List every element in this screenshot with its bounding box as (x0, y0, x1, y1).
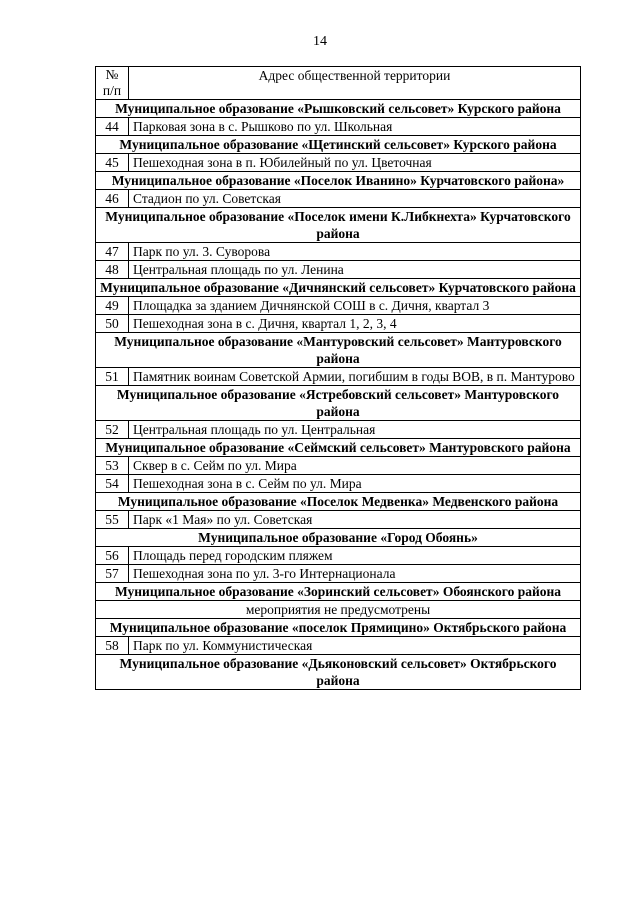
table-header-row (96, 67, 581, 100)
note-text: мероприятия не предусмотрены (96, 601, 581, 619)
municipality-section-row (96, 619, 581, 637)
territory-address: Пешеходная зона по ул. 3-го Интернационала (129, 565, 581, 583)
table-row (96, 421, 581, 439)
territory-address: Стадион по ул. Советская (129, 190, 581, 208)
municipality-section-row (96, 493, 581, 511)
table-row (96, 637, 581, 655)
row-number: 51 (96, 368, 129, 386)
territory-address: Центральная площадь по ул. Ленина (129, 261, 581, 279)
municipality-section-row (96, 439, 581, 457)
territory-address: Парк «1 Мая» по ул. Советская (129, 511, 581, 529)
note-row (96, 601, 581, 619)
municipality-name: Муниципальное образование «Дьяконовский сельсовет» Октябрьского района (96, 655, 581, 690)
territory-address: Пешеходная зона в с. Сейм по ул. Мира (129, 475, 581, 493)
territory-address: Парк по ул. Коммунистическая (129, 637, 581, 655)
row-number: 52 (96, 421, 129, 439)
municipality-name: Муниципальное образование «Зоринский сельсовет» Обоянского района (96, 583, 581, 601)
territory-address: Центральная площадь по ул. Центральная (129, 421, 581, 439)
municipality-name: Муниципальное образование «Сеймский сельсовет» Мантуровского района (96, 439, 581, 457)
row-number: 53 (96, 457, 129, 475)
municipality-name: Муниципальное образование «Город Обоянь» (96, 529, 581, 547)
address-column-header: Адрес общественной территории (129, 67, 581, 100)
table-row (96, 475, 581, 493)
row-number: 56 (96, 547, 129, 565)
table-row (96, 547, 581, 565)
municipality-section-row (96, 583, 581, 601)
row-number: 57 (96, 565, 129, 583)
municipality-name: Муниципальное образование «Рышковский сельсовет» Курского района (96, 100, 581, 118)
row-number: 49 (96, 297, 129, 315)
municipality-name: Муниципальное образование «Поселок Медвенка» Медвенского района (96, 493, 581, 511)
territory-address: Сквер в с. Сейм по ул. Мира (129, 457, 581, 475)
table-row (96, 565, 581, 583)
table-row (96, 261, 581, 279)
municipality-name: Муниципальное образование «поселок Прямицино» Октябрьского района (96, 619, 581, 637)
municipality-section-row (96, 279, 581, 297)
municipality-section-row (96, 136, 581, 154)
municipality-name: Муниципальное образование «Поселок имени К.Либкнехта» Курчатовского района (96, 208, 581, 243)
municipality-name: Муниципальное образование «Дичнянский сельсовет» Курчатовского района (96, 279, 581, 297)
municipality-section-row (96, 333, 581, 368)
territory-address: Площадка за зданием Дичнянской СОШ в с. Дичня, квартал 3 (129, 297, 581, 315)
territory-address: Площадь перед городским пляжем (129, 547, 581, 565)
table-row (96, 297, 581, 315)
territory-table (95, 66, 581, 690)
table-row (96, 243, 581, 261)
row-number: 50 (96, 315, 129, 333)
territory-address: Парковая зона в с. Рышково по ул. Школьная (129, 118, 581, 136)
row-number: 48 (96, 261, 129, 279)
territory-address: Пешеходная зона в с. Дичня, квартал 1, 2, 3, 4 (129, 315, 581, 333)
table-row (96, 118, 581, 136)
row-number: 55 (96, 511, 129, 529)
municipality-section-row (96, 100, 581, 118)
municipality-section-row (96, 386, 581, 421)
row-number: 44 (96, 118, 129, 136)
municipality-name: Муниципальное образование «Ястребовский сельсовет» Мантуровского района (96, 386, 581, 421)
table-row (96, 457, 581, 475)
territory-address: Парк по ул. 3. Суворова (129, 243, 581, 261)
municipality-name: Муниципальное образование «Мантуровский сельсовет» Мантуровского района (96, 333, 581, 368)
table-row (96, 190, 581, 208)
table-row (96, 511, 581, 529)
row-number: 46 (96, 190, 129, 208)
table-row (96, 315, 581, 333)
number-header-line2: п/п (102, 83, 122, 98)
municipality-name: Муниципальное образование «Поселок Иванино» Курчатовского района» (96, 172, 581, 190)
row-number: 58 (96, 637, 129, 655)
municipality-section-row (96, 655, 581, 690)
municipality-section-row (96, 208, 581, 243)
territory-address: Памятник воинам Советской Армии, погибшим в годы ВОВ, в п. Мантурово (129, 368, 581, 386)
page-number: 14 (313, 34, 327, 49)
table-row (96, 154, 581, 172)
row-number: 45 (96, 154, 129, 172)
number-header-line1: № (105, 67, 119, 82)
municipality-section-row (96, 529, 581, 547)
row-number: 54 (96, 475, 129, 493)
territory-address: Пешеходная зона в п. Юбилейный по ул. Цветочная (129, 154, 581, 172)
row-number: 47 (96, 243, 129, 261)
municipality-section-row (96, 172, 581, 190)
municipality-name: Муниципальное образование «Щетинский сельсовет» Курского района (96, 136, 581, 154)
number-column-header (96, 67, 129, 100)
table-row (96, 368, 581, 386)
